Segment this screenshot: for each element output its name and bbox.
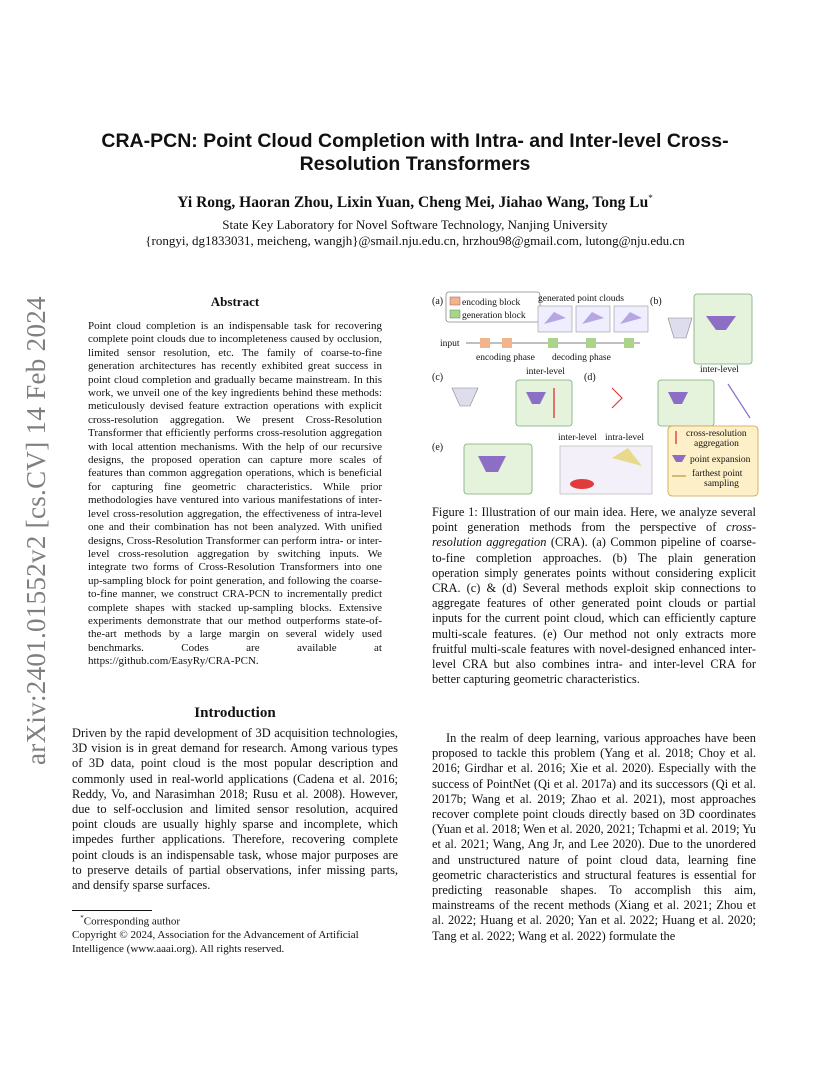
introduction-heading: Introduction — [194, 705, 276, 721]
generation-block-swatch — [450, 310, 460, 318]
affiliation-block — [70, 217, 760, 249]
panel-e-inter-level: inter-level — [558, 433, 597, 443]
arxiv-identifier: arXiv:2401.01552v2 [cs.CV] 14 Feb 2024 — [21, 296, 51, 765]
paper-title: CRA-PCN: Point Cloud Completion with Intra- and Inter-level Cross-Resolution Transformers — [101, 130, 729, 175]
cra-legend-1: cross-resolution — [686, 429, 747, 439]
panel-d-cra-arrow — [612, 388, 622, 408]
right-column-paragraph: In the realm of deep learning, various approaches have been proposed to tackle this problem (Yang et al. 2018; Choy et al. 2016; Girdhar et al. 2016; Xie et al. 2020). Especially with the success of PointNet (Qi et al. 2017a) and its successors (Qi et al. 2017b; Wang et al. 2019; Zhao et al. 2021), most approaches recover complete point clouds directly based on 3D coordinates (Yuan et al. 2018; Wen et al. 2020, 2021; Tchapmi et al. 2019; Yu et al. 2021; Wang, Ang Jr, and Lee 2020). Due to the unordered and unstructured nature of point cloud data, learning fine geometric characteristics and structural features is essential for predicting reasonable shapes. To accomplish this aim, mainstreams of the recent methods (Xiang et al. 2021; Zhou et al. 2022; Huang et al. 2020; Yan et al. 2022; Huang et al. 2020; Tang et al. 2022; Wang et al. 2022) formulate the — [432, 731, 756, 943]
panel-e-intra-level: intra-level — [605, 433, 645, 443]
generated-point-clouds-label: generated point clouds — [538, 294, 625, 304]
figure-1-caption — [432, 505, 756, 687]
panel-d-inter-level: inter-level — [700, 365, 739, 375]
footnote-text: Corresponding author — [83, 915, 180, 928]
panel-c-label: (c) — [432, 372, 444, 383]
expansion-legend-label: point expansion — [690, 455, 751, 465]
footnote-rule — [72, 910, 152, 911]
abstract-heading: Abstract — [210, 294, 260, 309]
corresponding-mark: * — [648, 193, 653, 203]
panel-a-label: (a) — [432, 296, 444, 307]
encoding-phase-label: encoding phase — [476, 353, 535, 363]
copyright-notice: Copyright © 2024, Association for the Advancement of Artificial Intelligence (www.aaai.org). All rights reserved. — [72, 929, 359, 955]
panel-e-red-cloud — [570, 479, 594, 489]
enc-block-1 — [480, 338, 490, 348]
input-label: input — [440, 339, 460, 349]
fps-legend-1: farthest point — [692, 469, 743, 479]
enc-block-2 — [502, 338, 512, 348]
fps-legend-2: sampling — [704, 479, 739, 489]
panel-e-label: (e) — [432, 442, 444, 453]
decoding-phase-label: decoding phase — [552, 353, 611, 363]
caption-part-a: Illustration of our main idea. Here, we analyze several point generation methods from the perspective of — [432, 505, 756, 535]
footnote-corresponding — [72, 912, 398, 929]
caption-part-b: (CRA). (a) Common pipeline of coarse-to-fine completion approaches. (b) The plain generation operation simply generates points without considering explicit CRA. (c) & (d) Several methods exploit skip connections to aggregate features of other generated point clouds or partial inputs for the current point cloud, which can efficiently capture multi-scale features. (e) Our method not only extracts more fruitful multi-scale features with novel-designed enhanced inter-level CRA but also combines intra- and inter-level CRA for better capturing geometric characteristics. — [432, 535, 756, 687]
caption-label: Figure 1: — [432, 505, 478, 519]
caption-emphasis: cross-resolution aggregation — [432, 520, 756, 550]
introduction-paragraph: Driven by the rapid development of 3D acquisition technologies, 3D vision is in great demand for research. Among various types of 3D data, point cloud is the most popular description and commonly used in real-world applications (Cadena et al. 2016; Reddy, Vo, and Narasimhan 2018; Rusu et al. 2008). However, due to self-occlusion and limited sensor resolution, acquired point clouds are usually highly sparse and incomplete, which impedes further applications. Therefore, recovering complete point clouds is an indispensable task, whose major purposes are to preserve details of partial observations, infer missing parts, and densify sparse surfaces. — [72, 726, 398, 893]
gen-block-1 — [548, 338, 558, 348]
panel-d-block — [658, 380, 714, 426]
figure-1-diagram — [430, 288, 760, 498]
footnote-mark: * — [80, 914, 84, 922]
affiliation: State Key Laboratory for Novel Software Technology, Nanjing University — [222, 217, 608, 232]
generation-block-label: generation block — [462, 311, 526, 321]
author-list — [70, 193, 760, 212]
footnote-block — [72, 912, 398, 956]
abstract-text: Point cloud completion is an indispensable task for recovering complete point clouds due to incompleteness caused by occlusion, limited sensor resolution, etc. The family of coarse-to-fine generation architectures has recently exhibited great success in point cloud completion and gradually became mainstream. In this work, we unveil one of the key ingredients behind these methods: meticulously devised feature extraction operations with explicit cross-resolution aggregation. We present Cross-Resolution Transformer that efficiently performs cross-resolution aggregation with local attention mechanisms. With the help of our recursive designs, the proposed operation can capture more scales of features than common aggregation operations, which is beneficial for capturing fine geometric characteristics. While prior methodologies have ventured into various manifestations of inter-level cross-resolution aggregation, the effectiveness of intra-level one and their combination has not been analyzed. With unified designs, Cross-Resolution Transformer can perform intra- or inter-level cross-resolution aggregation by switching inputs. We integrate two forms of Cross-Resolution Transformers into one up-sampling block for point generation, and following the coarse-to-fine manner, we construct CRA-PCN to incrementally predict complete shapes with stacked up-sampling blocks. Extensive experiments demonstrate that our method outperforms state-of-the-art methods by a large margin on several widely used benchmarks. Codes are available at https://github.com/EasyRy/CRA-PCN. — [88, 320, 382, 668]
encoding-block-swatch — [450, 297, 460, 305]
encoding-block-label: encoding block — [462, 298, 521, 308]
cra-legend-2: aggregation — [694, 439, 739, 449]
panel-d-label: (d) — [584, 372, 596, 383]
panel-b-funnel — [668, 318, 692, 338]
gen-block-3 — [624, 338, 634, 348]
author-names: Yi Rong, Haoran Zhou, Lixin Yuan, Cheng Mei, Jiahao Wang, Tong Lu — [177, 194, 649, 212]
panel-c-inter-level: inter-level — [526, 367, 565, 377]
emails: {rongyi, dg1833031, meicheng, wangjh}@smail.nju.edu.cn, hrzhou98@gmail.com, lutong@nju.edu.cn — [145, 233, 685, 248]
panel-c-funnel — [452, 388, 478, 406]
panel-d-skip — [728, 384, 750, 418]
gen-block-2 — [586, 338, 596, 348]
panel-b-label: (b) — [650, 296, 662, 307]
panel-c-block — [516, 380, 572, 426]
